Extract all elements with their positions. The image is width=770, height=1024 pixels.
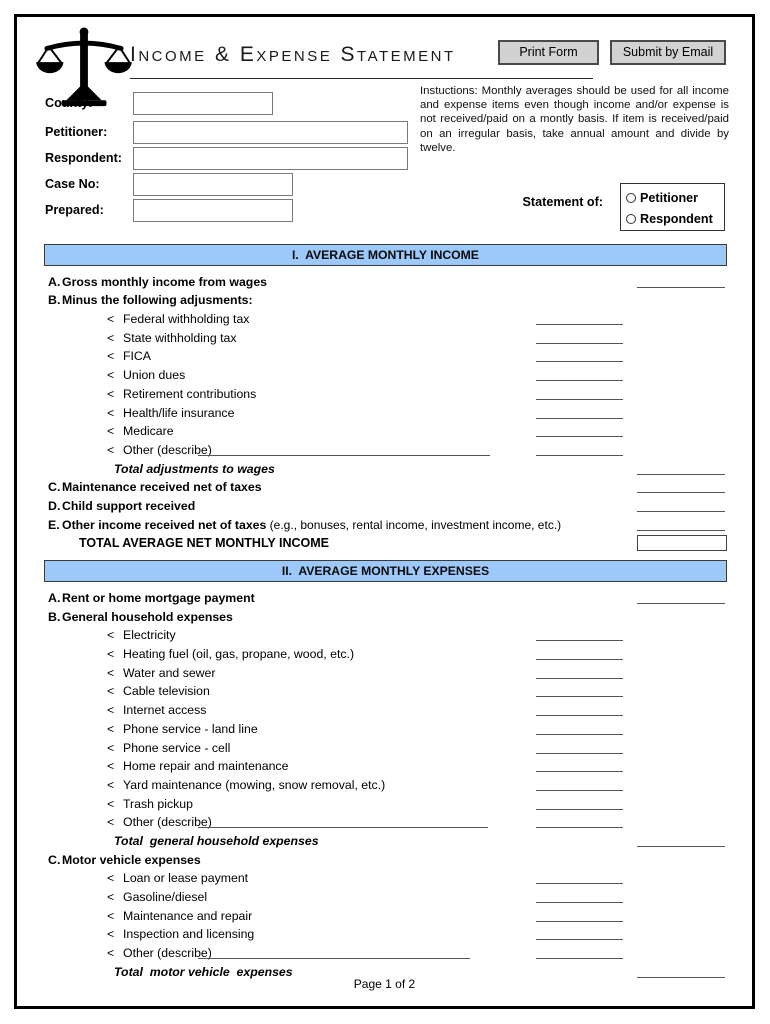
sub-bullet: < (107, 740, 115, 755)
section-header (44, 560, 727, 582)
sub-bullet: < (107, 312, 115, 327)
describe-line-field[interactable] (198, 455, 490, 456)
form-row (44, 813, 727, 832)
statement-of-label: Statement of: (522, 195, 603, 209)
row-letter: C. (48, 852, 61, 867)
form-row (44, 309, 727, 328)
case-field-input[interactable] (133, 92, 273, 115)
form-row (44, 403, 727, 422)
sub-bullet: < (107, 665, 115, 680)
row-label: Cable television (123, 684, 210, 699)
sub-bullet: < (107, 777, 115, 792)
sub-bullet: < (107, 703, 115, 718)
instructions-text: Instuctions: Monthly averages should be used for all income and expense items even though income and/or expense is not received/paid on a montly basis. If item is received/paid on an irregular basis, take annual amount and divide by twelve. (420, 85, 729, 154)
amount-line-field[interactable] (536, 921, 623, 922)
amount-line-field[interactable] (536, 380, 623, 381)
sub-bullet: < (107, 815, 115, 830)
amount-line-field[interactable] (536, 399, 623, 400)
form-body (44, 244, 727, 981)
radio-circle-icon[interactable] (626, 214, 636, 224)
case-field-label: Case No: (45, 177, 100, 191)
sub-bullet: < (107, 871, 115, 886)
case-field-label: Prepared: (45, 203, 104, 217)
row-label: Federal withholding tax (123, 312, 250, 327)
describe-line-field[interactable] (198, 827, 488, 828)
print-form-button[interactable]: Print Form (498, 40, 599, 65)
amount-line-field[interactable] (536, 659, 623, 660)
case-field-input[interactable] (133, 199, 293, 222)
row-letter: C. (48, 480, 61, 495)
sub-bullet: < (107, 721, 115, 736)
form-row (44, 831, 727, 850)
amount-line-field[interactable] (536, 902, 623, 903)
amount-line-field[interactable] (536, 640, 623, 641)
sub-bullet: < (107, 628, 115, 643)
row-label: Other (describe) (123, 946, 212, 961)
form-row (44, 328, 727, 347)
form-page (14, 14, 755, 1009)
row-letter: A. (48, 274, 61, 289)
amount-line-field[interactable] (536, 771, 623, 772)
row-label: Union dues (123, 368, 186, 383)
form-row (44, 682, 727, 701)
form-row (44, 626, 727, 645)
radio-petitioner[interactable]: Petitioner (626, 188, 698, 208)
amount-line-field[interactable] (536, 418, 623, 419)
row-label: Other income received net of taxes (e.g., bonuses, rental income, investment income, etc.) (62, 517, 562, 532)
form-row (44, 272, 727, 291)
section-header (44, 244, 727, 266)
amount-line-field[interactable] (536, 455, 623, 456)
row-label: Medicare (123, 424, 174, 439)
sub-bullet: < (107, 442, 115, 457)
radio-respondent[interactable]: Respondent (626, 209, 713, 229)
form-row (44, 906, 727, 925)
section-title: II. AVERAGE MONTHLY EXPENSES (281, 564, 490, 579)
amount-line-field[interactable] (536, 790, 623, 791)
form-row (44, 644, 727, 663)
case-field-input[interactable] (133, 173, 293, 196)
form-row (44, 384, 727, 403)
statement-of-group (620, 183, 725, 231)
describe-line-field[interactable] (198, 958, 470, 959)
form-row (44, 757, 727, 776)
amount-line-field[interactable] (536, 436, 623, 437)
row-letter: A. (48, 591, 61, 605)
form-row (44, 887, 727, 906)
row-letter: B. (48, 609, 61, 624)
form-row (44, 459, 727, 478)
row-note: (e.g., bonuses, rental income, investment income, etc.) (266, 517, 562, 532)
amount-line-field[interactable] (536, 696, 623, 697)
row-label: Home repair and maintenance (123, 759, 289, 774)
form-row (44, 700, 727, 719)
row-label: Electricity (123, 628, 176, 643)
amount-line-field[interactable] (536, 827, 623, 828)
case-field-label: Respondent: (45, 151, 122, 165)
form-row (44, 534, 727, 553)
amount-line-field[interactable] (637, 474, 725, 475)
row-label: Loan or lease payment (123, 871, 249, 886)
form-row (44, 850, 727, 869)
grand-total-label: TOTAL AVERAGE NET MONTHLY INCOME (79, 536, 330, 551)
amount-line-field[interactable] (536, 939, 623, 940)
sub-bullet: < (107, 424, 115, 439)
row-label: Inspection and licensing (123, 927, 255, 942)
row-label: State withholding tax (123, 330, 237, 345)
total-label: Total motor vehicle expenses (114, 964, 293, 979)
row-label: Phone service - land line (123, 721, 258, 736)
amount-line-field[interactable] (637, 846, 725, 847)
amount-line-field[interactable] (536, 343, 623, 344)
sub-bullet: < (107, 405, 115, 420)
row-label: General household expenses (62, 609, 233, 624)
amount-line-field[interactable] (536, 324, 623, 325)
form-row (44, 496, 727, 515)
form-row (44, 440, 727, 459)
amount-line-field[interactable] (637, 511, 725, 512)
form-row (44, 738, 727, 757)
form-row (44, 775, 727, 794)
sub-bullet: < (107, 330, 115, 345)
row-label: Internet access (123, 703, 207, 718)
row-letter: B. (48, 293, 61, 308)
submit-by-email-button[interactable]: Submit by Email (610, 40, 726, 65)
row-label: Child support received (62, 498, 196, 513)
amount-line-field[interactable] (637, 492, 725, 493)
row-label: Motor vehicle expenses (62, 852, 201, 867)
amount-line-field[interactable] (637, 287, 725, 288)
title-divider (130, 78, 593, 79)
sub-bullet: < (107, 349, 115, 364)
row-label: Phone service - cell (123, 740, 231, 755)
row-label: Other (describe) (123, 442, 212, 457)
total-label: Total general household expenses (114, 833, 319, 848)
amount-line-field[interactable] (637, 530, 725, 531)
form-row (44, 943, 727, 962)
case-field-input[interactable] (133, 121, 408, 144)
amount-line-field[interactable] (536, 678, 623, 679)
row-label: Gasoline/diesel (123, 890, 208, 904)
row-label: FICA (123, 349, 152, 364)
row-letter: E. (48, 517, 60, 532)
row-label: Maintenance and repair (123, 908, 253, 923)
sub-bullet: < (107, 908, 115, 923)
form-row (44, 925, 727, 944)
row-label: Rent or home mortgage payment (62, 591, 255, 605)
radio-circle-icon[interactable] (626, 193, 636, 203)
sub-bullet: < (107, 684, 115, 699)
row-label: Heating fuel (oil, gas, propane, wood, etc.) (123, 647, 355, 662)
row-label: Retirement contributions (123, 386, 257, 401)
amount-line-field[interactable] (637, 603, 725, 604)
sub-bullet: < (107, 796, 115, 811)
sub-bullet: < (107, 946, 115, 961)
sub-bullet: < (107, 647, 115, 662)
sub-bullet: < (107, 759, 115, 774)
case-field-label: County: (45, 96, 93, 110)
form-row (44, 794, 727, 813)
total-amount-box-field[interactable] (637, 535, 727, 551)
sub-bullet: < (107, 927, 115, 942)
row-label: Minus the following adjusments: (62, 293, 253, 308)
amount-line-field[interactable] (536, 715, 623, 716)
page-title: Income & Expense Statement (130, 43, 456, 66)
form-row (44, 515, 727, 534)
sub-bullet: < (107, 386, 115, 401)
case-field-label: Petitioner: (45, 125, 108, 139)
case-field-input[interactable] (133, 147, 408, 170)
form-row (44, 365, 727, 384)
row-label: Health/life insurance (123, 405, 235, 420)
amount-line-field[interactable] (536, 753, 623, 754)
amount-line-field[interactable] (536, 734, 623, 735)
row-label: Yard maintenance (mowing, snow removal, etc.) (123, 777, 386, 792)
section-title: I. AVERAGE MONTHLY INCOME (292, 248, 479, 262)
sub-bullet: < (107, 890, 115, 904)
row-label: Trash pickup (123, 796, 193, 811)
form-row (44, 607, 727, 626)
row-label: Maintenance received net of taxes (62, 480, 262, 495)
amount-line-field[interactable] (536, 883, 623, 884)
row-letter: D. (48, 498, 61, 513)
form-row (44, 347, 727, 366)
total-label: Total adjustments to wages (114, 461, 275, 476)
form-row (44, 291, 727, 310)
form-row (44, 422, 727, 441)
form-row (44, 663, 727, 682)
amount-line-field[interactable] (536, 361, 623, 362)
form-row (44, 869, 727, 888)
amount-line-field[interactable] (536, 809, 623, 810)
form-row (44, 588, 727, 607)
row-label: Other (describe) (123, 815, 212, 830)
amount-line-field[interactable] (536, 958, 623, 959)
row-label: Water and sewer (123, 665, 216, 680)
page-number: Page 1 of 2 (353, 977, 416, 991)
form-row (44, 478, 727, 497)
sub-bullet: < (107, 368, 115, 383)
row-label: Gross monthly income from wages (62, 274, 267, 289)
form-row (44, 719, 727, 738)
